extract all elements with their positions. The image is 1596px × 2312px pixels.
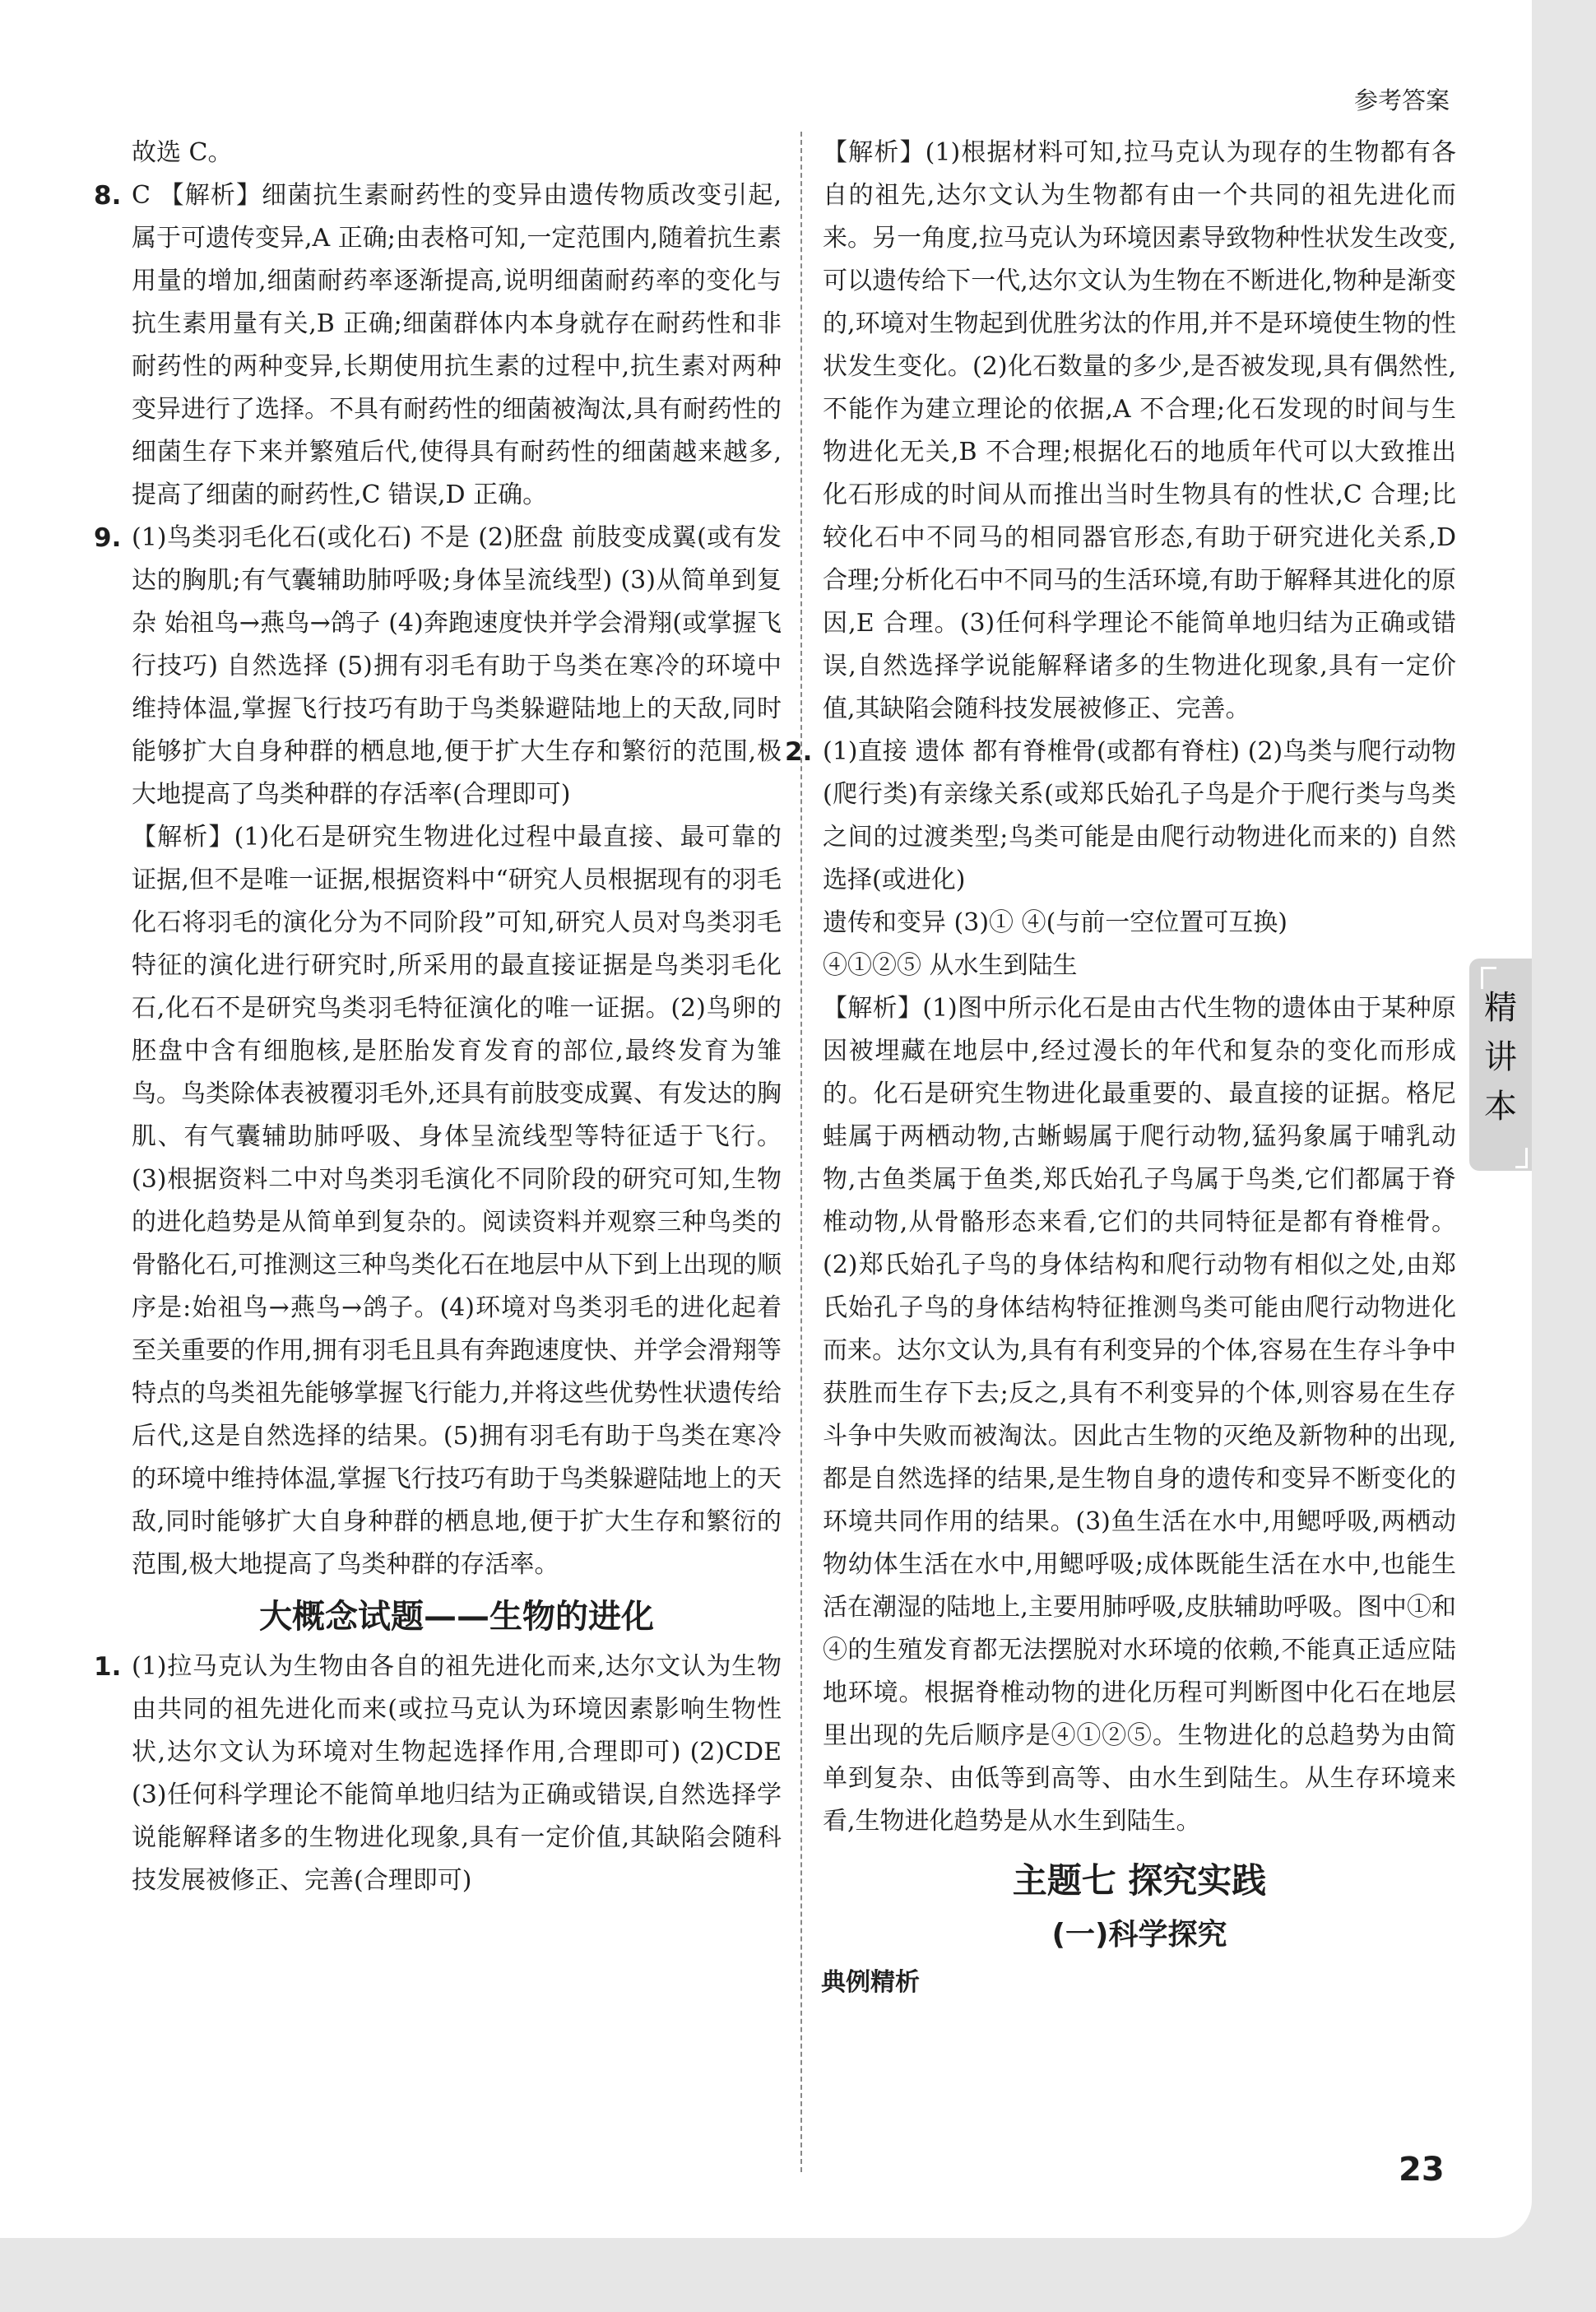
answer-text: (1)直接 遗体 都有脊椎骨(或都有脊柱) (2)鸟类与爬行动物(爬行类)有亲缘关系(或郑氏始孔子鸟是介于爬行类与鸟类之间的过渡类型;鸟类可能是由爬行动物进化而来的) 自然选择(或进化) [823,737,1456,894]
question-1 [94,1646,782,1902]
page-header: 参考答案 [1353,86,1450,114]
side-tab-char: 本 [1484,1088,1517,1126]
answer-text: (1)鸟类羽毛化石(或化石) 不是 (2)胚盘 前肢变成翼(或有发达的胸肌;有气囊辅助肺呼吸;身体呈流线型) (3)从简单到复杂 始祖鸟→燕鸟→鸽子 (4)奔跑速度快并学会滑翔(或掌握飞行技巧) 自然选择 (5)拥有羽毛有助于鸟类在寒冷的环境中维持体温,掌握飞行技巧有助于鸟类躲避陆地上的天敌,同时能够扩大自身种群的栖息地,便于扩大生存和繁衍的范围,极大地提高了鸟类种群的存活率(合理即可) [132,523,782,809]
side-tab-char: 讲 [1484,1038,1517,1076]
analysis-text: 【解析】(1)化石是研究生物进化过程中最直接、最可靠的证据,但不是唯一证据,根据资料中“研究人员根据现有的羽毛化石将羽毛的演化分为不同阶段”可知,研究人员对鸟类羽毛特征的演化进行研究时,所采用的最直接证据是鸟类羽毛化石,化石不是研究鸟类羽毛特征演化的唯一证据。(2)鸟卵的胚盘中含有细胞核,是胚胎发育发育的部位,最终发育为雏鸟。鸟类除体表被覆羽毛外,还具有前肢变成翼、有发达的胸肌、有气囊辅助肺呼吸、身体呈流线型等特征适于飞行。(3)根据资料二中对鸟类羽毛演化不同阶段的研究可知,生物的进化趋势是从简单到复杂的。阅读资料并观察三种鸟类的骨骼化石,可推测这三种鸟类化石在地层中从下到上出现的顺序是:始祖鸟→燕鸟→鸽子。(4)环境对鸟类羽毛的进化起着至关重要的作用,拥有羽毛且具有奔跑速度快、并学会滑翔等特点的鸟类祖先能够掌握飞行能力,并将这些优势性状遗传给后代,这是自然选择的结果。(5)拥有羽毛有助于鸟类在寒冷的环境中维持体温,掌握飞行技巧有助于鸟类躲避陆地上的天敌,同时能够扩大自身种群的栖息地,便于扩大生存和繁衍的范围,极大地提高了鸟类种群的存活率。 [132,823,782,1579]
column-divider [800,132,802,2172]
answer-text: (1)拉马克认为生物由各自的祖先进化而来,达尔文认为生物由共同的祖先进化而来(或拉马克认为环境因素影响生物性状,达尔文认为环境对生物起选择作用,合理即可) (2)CDE (3)任何科学理论不能简单地归结为正确或错误,自然选择学说能解释诸多的生物进化现象,具有一定价值,其缺陷会随科技发展被修正、完善(合理即可) [132,1652,782,1895]
question-9 [94,517,782,1586]
question-number: 9. [94,523,122,553]
answer-text: ④①②⑤ 从水生到陆生 [823,951,1078,980]
tab-bracket-top [1481,967,1496,989]
side-tab-char: 精 [1484,989,1517,1027]
tab-bracket-bottom [1515,1148,1528,1168]
answer-text: C 【解析】细菌抗生素耐药性的变异由遗传物质改变引起,属于可遗传变异,A 正确;由表格可知,一定范围内,随着抗生素用量的增加,细菌耐药率逐渐提高,说明细菌耐药率的变化与抗生素用量有关,B 正确;细菌群体内本身就存在耐药性和非耐药性的两种变异,长期使用抗生素的过程中,抗生素对两种变异进行了选择。不具有耐药性的细菌被淘汰,具有耐药性的细菌生存下来并繁殖后代,使得具有耐药性的细菌越来越多,提高了细菌的耐药性,C 错误,D 正确。 [132,181,782,509]
analysis-text: 【解析】(1)图中所示化石是由古代生物的遗体由于某种原因被埋藏在地层中,经过漫长的年代和复杂的变化而形成的。化石是研究生物进化最重要的、最直接的证据。格尼蛙属于两栖动物,古蜥蜴属于爬行动物,猛犸象属于哺乳动物,古鱼类属于鱼类,郑氏始孔子鸟属于鸟类,它们都属于脊椎动物,从骨骼形态来看,它们的共同特征是都有脊椎骨。(2)郑氏始孔子鸟的身体结构和爬行动物有相似之处,由郑氏始孔子鸟的身体结构特征推测鸟类可能由爬行动物进化而来。达尔文认为,具有有利变异的个体,容易在生存斗争中获胜而生存下去;反之,具有不利变异的个体,则容易在生存斗争中失败而被淘汰。因此古生物的灭绝及新物种的出现,都是自然选择的结果,是生物自身的遗传和变异不断变化的环境共同作用的结果。(3)鱼生活在水中,用鳃呼吸,两栖动物幼体生活在水中,用鳃呼吸;成体既能生活在水中,也能生活在潮湿的陆地上,主要用肺呼吸,皮肤辅助呼吸。图中①和④的生殖发育都无法摆脱对水环境的依赖,不能真正适应陆地环境。根据脊椎动物的进化历程可判断图中化石在地层里出现的先后顺序是④①②⑤。生物进化的总趋势为由简单到复杂、由低等到高等、由水生到陆生。从生存环境来看,生物进化趋势是从水生到陆生。 [823,994,1456,1836]
question-number: 1. [94,1652,122,1682]
sub-title: (一)科学探究 [1051,1918,1227,1952]
question-8 [94,174,782,517]
theme-title: 主题七 探究实践 [1012,1860,1267,1901]
question-2 [785,731,1456,1843]
right-column [785,132,1456,2006]
answer-text: 遗传和变异 (3)① ④(与前一空位置可互换) [823,908,1287,937]
answer-text: 故选 C。 [132,138,233,167]
subsection-heading: 典例精析 [821,1968,920,1997]
section-title: 大概念试题——生物的进化 [259,1598,654,1636]
side-tab [1469,959,1532,1171]
left-column [94,132,782,1902]
question-number: 2. [785,737,813,767]
analysis-text: 【解析】(1)根据材料可知,拉马克认为现存的生物都有各自的祖先,达尔文认为生物都有由一个共同的祖先进化而来。另一角度,拉马克认为环境因素导致物种性状发生改变,可以遗传给下一代,达尔文认为生物在不断进化,物种是渐变的,环境对生物起到优胜劣汰的作用,并不是环境使生物的性状发生变化。(2)化石数量的多少,是否被发现,具有偶然性,不能作为建立理论的依据,A 不合理;化石发现的时间与生物进化无关,B 不合理;根据化石的地质年代可以大致推出化石形成的时间从而推出当时生物具有的性状,C 合理;比较化石中不同马的相同器官形态,有助于研究进化关系,D 合理;分析化石中不同马的生活环境,有助于解释其进化的原因,E 合理。(3)任何科学理论不能简单地归结为正确或错误,自然选择学说能解释诸多的生物进化现象,具有一定价值,其缺陷会随科技发展被修正、完善。 [823,138,1456,723]
question-number: 8. [94,181,122,211]
page-number: 23 [1399,2151,1445,2189]
